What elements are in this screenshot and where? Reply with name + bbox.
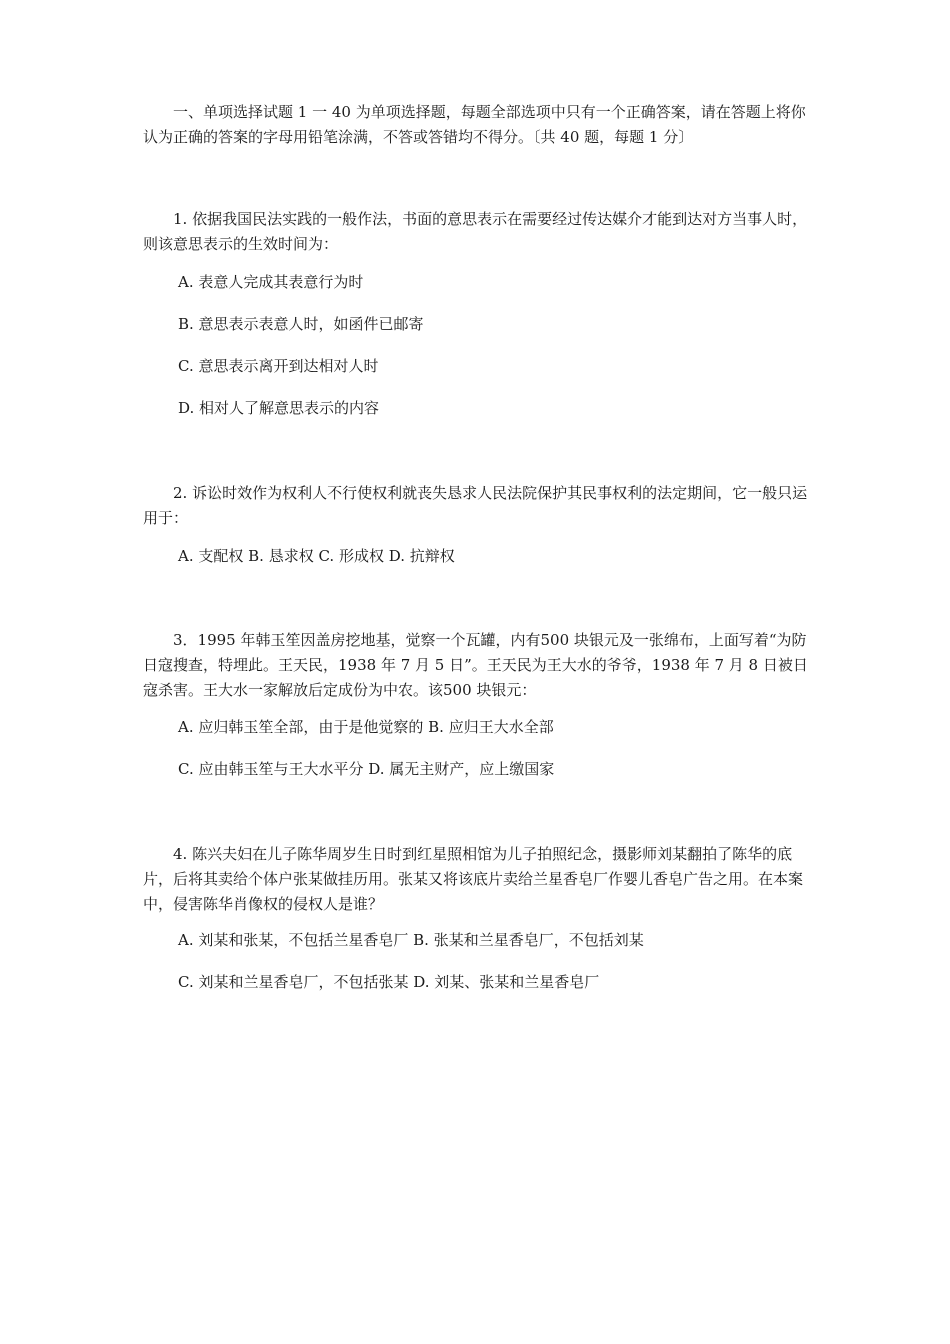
- question-1-option-c: C. 意思表示离开到达相对人时: [178, 357, 379, 375]
- question-1-option-b: B. 意思表示表意人时，如函件已邮寄: [178, 315, 424, 333]
- question-2-options: A. 支配权 B. 恳求权 C. 形成权 D. 抗辩权: [178, 547, 455, 565]
- question-3-options-cd: C. 应由韩玉笙与王大水平分 D. 属无主财产，应上缴国家: [178, 760, 555, 778]
- question-1-stem: 1. 依据我国民法实践的一般作法，书面的意思表示在需要经过传达媒介才能到达对方当事人时，则该意思表示的生效时间为：: [143, 210, 808, 253]
- question-4-options-ab: A. 刘某和张某，不包括兰星香皂厂 B. 张某和兰星香皂厂，不包括刘某: [178, 931, 644, 949]
- question-1-option-a: A. 表意人完成其表意行为时: [178, 273, 364, 291]
- question-3-stem: 3．1995 年韩玉笙因盖房挖地基，觉察一个瓦罐，内有500 块银元及一张绵布，上面写着“为防日寇搜查，特埋此。王天民，1938 年 7 月 5 日”。王天民为王大水的爷爷，1938 年 7 月 8 日被日寇杀害。王大水一家解放后定成份为中农。该500 块银元：: [143, 631, 808, 699]
- section-intro: 一、单项选择试题 1 一 40 为单项选择题，每题全部选项中只有一个正确答案，请在答题上将你认为正确的答案的字母用铅笔涂满，不答或答错均不得分。〔共 40 题，每题 1 分〕: [143, 103, 806, 146]
- question-3-options-ab: A. 应归韩玉笙全部，由于是他觉察的 B. 应归王大水全部: [178, 718, 554, 736]
- question-4-stem: 4. 陈兴夫妇在儿子陈华周岁生日时到红星照相馆为儿子拍照纪念，摄影师刘某翻拍了陈华的底片，后将其卖给个体户张某做挂历用。张某又将该底片卖给兰星香皂厂作婴儿香皂广告之用。在本案中，侵害陈华肖像权的侵权人是谁？: [143, 845, 804, 913]
- question-4-options-cd: C. 刘某和兰星香皂厂，不包括张某 D. 刘某、张某和兰星香皂厂: [178, 973, 600, 991]
- question-2-stem: 2. 诉讼时效作为权利人不行使权利就丧失恳求人民法院保护其民事权利的法定期间，它一般只运用于：: [143, 484, 808, 527]
- question-1-option-d: D. 相对人了解意思表示的内容: [178, 399, 380, 417]
